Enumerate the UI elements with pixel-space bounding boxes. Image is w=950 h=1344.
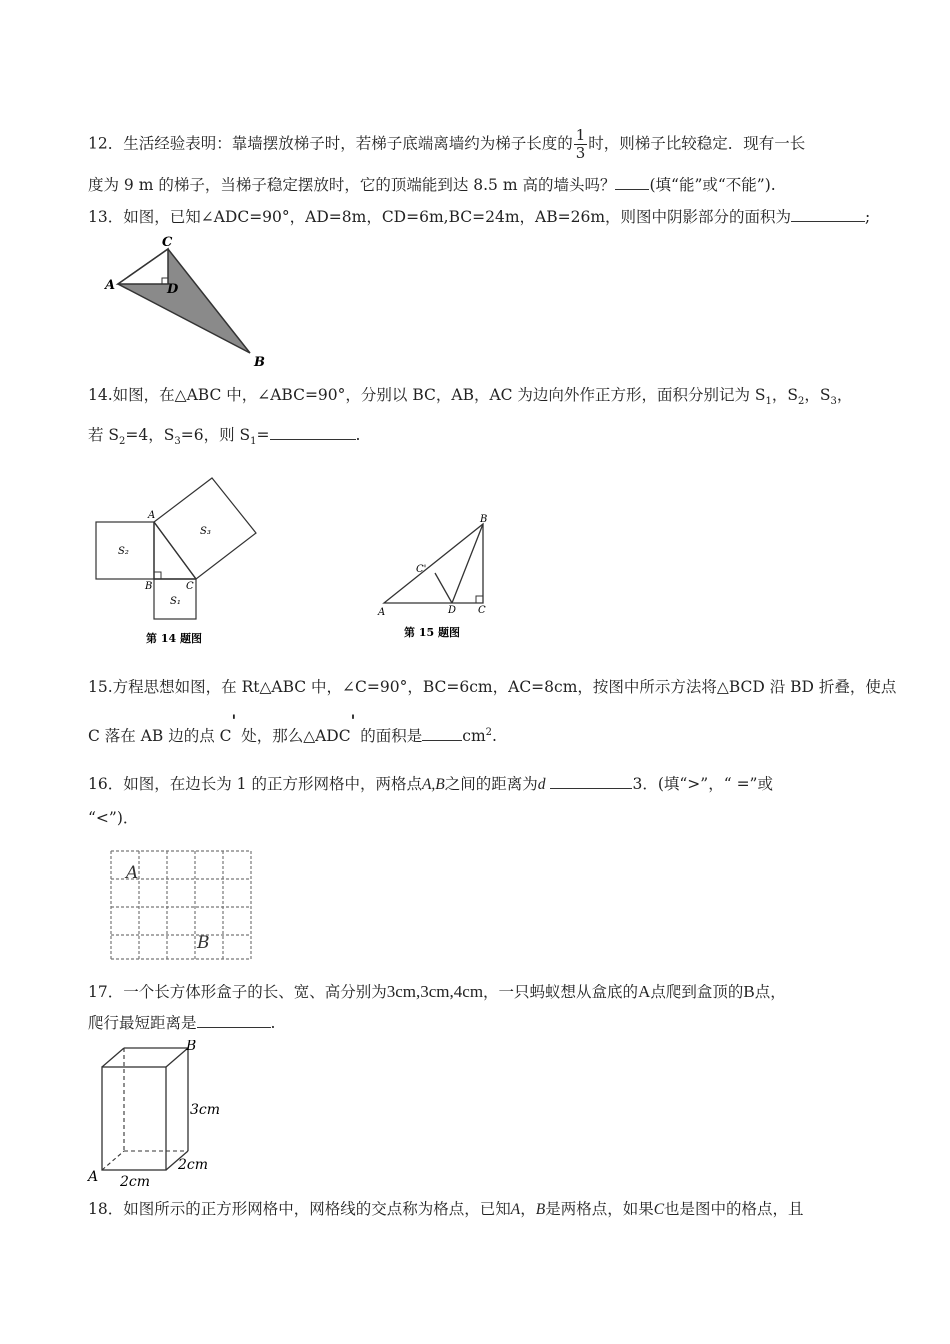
q14-figure xyxy=(88,470,278,650)
q14-line2: 若 $S_2=4$，$S_3=6$，则 $S_1=$ . xyxy=(88,426,361,448)
q16-label-b: B xyxy=(197,933,210,953)
q15-label-c: C xyxy=(478,605,486,616)
q13-figure xyxy=(96,232,276,372)
q12-answer-blank[interactable] xyxy=(615,175,649,190)
q15-line1: 15.方程思想如图，在 Rt△ABC 中，∠C=90°，BC=6cm，AC=8cm，按图中所示方法将△BCD 沿 BD 折叠，使点 xyxy=(88,678,897,696)
q13-shaded-triangle xyxy=(118,249,250,353)
q12-line1: 12．生活经验表明：靠墙摆放梯子时，若梯子底端离墙约为梯子长度的 $\frac{1}{3}$ 时，则梯子比较稳定．现有一长 xyxy=(88,126,806,162)
q17-hidden-edges xyxy=(102,1048,188,1170)
q15-answer-blank[interactable] xyxy=(422,726,462,741)
q17-label-depth: 2cm xyxy=(178,1157,209,1173)
q15-label-a: A xyxy=(378,607,386,618)
q13-label-b: B xyxy=(254,355,265,370)
q17-front-face xyxy=(102,1067,166,1170)
q15-right-angle-mark xyxy=(476,596,483,603)
q15-label-b: B xyxy=(480,514,488,525)
q13-line: 13．如图，已知∠ADC=90°，AD=8m，CD=6m,BC=24m，AB=26m，则图中阴影部分的面积为 ; xyxy=(88,208,871,226)
q15-label-d: D xyxy=(448,605,457,616)
q14-label-b: B xyxy=(145,581,153,592)
q16-grid-figure xyxy=(106,846,256,964)
q13-answer-blank[interactable] xyxy=(791,207,865,222)
q12-line2: 度为 9 m 的梯子，当梯子稳定摆放时，它的顶端能到达 8.5 m 高的墙头吗？ (填“能”或“不能”). xyxy=(88,176,776,194)
q15-line2: C 落在 AB 边的点 C' 处，那么△ADC' 的面积是 $cm^2$. xyxy=(88,711,497,746)
q14-label-s3: S₃ xyxy=(200,526,211,537)
q14-answer-blank[interactable] xyxy=(270,425,356,440)
q14-label-s1: S₁ xyxy=(170,596,181,607)
q13-label-d: D xyxy=(167,282,179,297)
q17-box-figure xyxy=(86,1040,236,1190)
q15-caption: 第 15 题图 xyxy=(404,626,460,639)
q13-label-a: A xyxy=(105,278,116,293)
q17-label-b: B xyxy=(186,1040,197,1054)
q16-answer-blank[interactable] xyxy=(550,774,632,789)
q14-label-c: C xyxy=(186,581,194,592)
q13-white-triangle xyxy=(118,249,168,284)
q17-label-a: A xyxy=(88,1169,99,1185)
q14-label-s2: S₂ xyxy=(118,546,129,557)
q15-label-c-prime: C' xyxy=(416,564,427,575)
q17-label-height: 3cm xyxy=(190,1102,221,1118)
q16-label-a: A xyxy=(126,863,139,883)
q17-line1: 17．一个长方体形盒子的长、宽、高分别为3cm,3cm,4cm，一只蚂蚁想从盒底的A点爬到盒顶的B点， xyxy=(88,982,786,1001)
one-third-fraction: $\frac{1}{3}$ xyxy=(575,126,586,162)
q17-answer-blank[interactable] xyxy=(197,1013,271,1028)
q16-line2: “<”)． xyxy=(88,809,139,827)
q14-triangle-ac xyxy=(154,522,196,579)
q14-line1: 14.如图，在△ABC 中，∠ABC=90°，分别以 BC，AB，AC 为边向外作正方形，面积分别记为 $S_1$，$S_2$，$S_3$， xyxy=(88,386,853,408)
q15-figure xyxy=(372,512,502,642)
q14-right-angle-mark xyxy=(154,572,161,579)
q13-label-c: C xyxy=(162,235,173,250)
q14-label-a: A xyxy=(148,510,156,521)
q14-caption: 第 14 题图 xyxy=(146,632,202,645)
q17-line2: 爬行最短距离是 . xyxy=(88,1014,276,1032)
q16-line1: 16．如图，在边长为 1 的正方形网格中，两格点A,B之间的距离为d 3．(填“>”，“ =”或 xyxy=(88,775,773,793)
q17-label-width: 2cm xyxy=(120,1174,151,1190)
q18-line1: 18．如图所示的正方形网格中，网格线的交点称为格点，已知A，B是两格点，如果C也是图中的格点，且 xyxy=(88,1200,804,1218)
q15-segment-dc1 xyxy=(435,573,452,603)
